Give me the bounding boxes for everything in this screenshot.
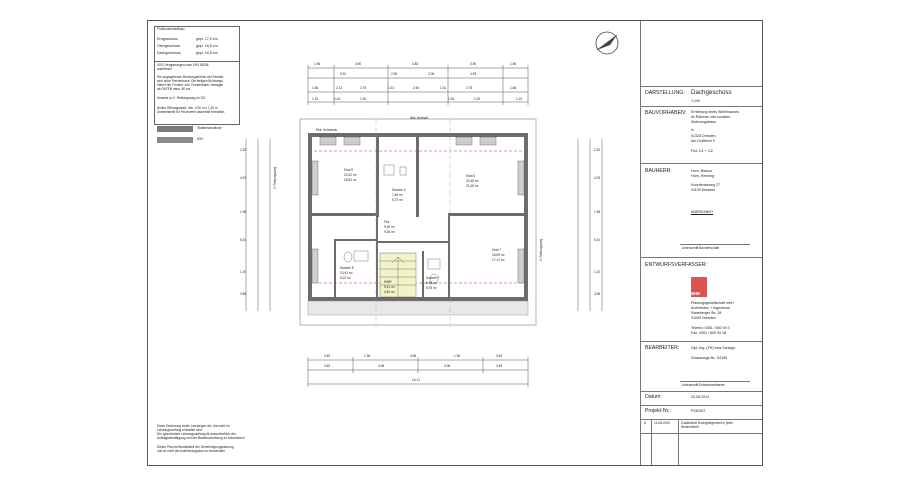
dim-label: 3.90 — [470, 62, 477, 66]
datum-value: 25.08.2024 — [691, 395, 709, 399]
bauvorhaben-line: in — [691, 128, 694, 132]
window-note: höhen der Fenster, inkl. Fensterbank, betragen — [157, 83, 224, 87]
signature-caption: Unterschrift Bauherrschaft — [682, 246, 720, 250]
revision-index: A — [644, 421, 647, 425]
window-note: ab OKFFB mind. 80 cm. — [157, 87, 192, 91]
floor-height-label: Erdgeschoss — [157, 37, 178, 41]
dim-label: 2.20 — [240, 148, 247, 152]
room-area: 10,41 m² — [340, 271, 353, 275]
bauvorhaben-label: BAUVORHABEN: — [645, 110, 687, 116]
room-area-sub: 6,93 m² — [426, 286, 437, 290]
dim-label: 1.36 — [364, 354, 371, 358]
room-area-sub: 8,22 m² — [340, 276, 351, 280]
room-area: 23,48 m² — [466, 179, 479, 183]
room-area: 5,41 m² — [384, 285, 395, 289]
title-divider — [640, 391, 762, 392]
north-arrow-icon — [596, 32, 618, 54]
room-area-sub: 17,12 m² — [492, 258, 505, 262]
company-phone: Telefon: 0351 / 800 94 0 — [691, 326, 730, 330]
dim-label: 4.03 — [594, 176, 601, 180]
dim-label: 1.96 — [510, 62, 517, 66]
dim-label: 3.45 — [496, 354, 503, 358]
title-divider — [640, 433, 762, 434]
room-area: 7,46 m² — [392, 193, 403, 197]
title-divider — [640, 341, 762, 342]
dim-label: 5.10 — [594, 238, 601, 242]
dim-label: 4.03 — [240, 176, 247, 180]
room-area-sub: 5,73 m² — [392, 198, 403, 202]
dim-label: 3.91 — [340, 72, 347, 76]
title-divider — [640, 163, 762, 164]
dim-label: 1.66 — [510, 86, 517, 90]
room-name: Dusche 4 — [392, 188, 406, 192]
floor-height-label: Dachgeschoss — [157, 51, 181, 55]
escape-note-detail: Anleiterstelle für Feuerwehr dauerhaft freihalten. — [157, 110, 226, 114]
dim-label: 3.45 — [324, 364, 331, 368]
signature-line — [680, 381, 750, 382]
insulation-note: ausführen! — [157, 67, 173, 71]
floor-height-value: gepl. 17,0 cm — [196, 37, 218, 41]
title-block-border — [640, 21, 641, 465]
bearbeiter-value: Dipl.-Ing. (FH) Ines Schlage — [691, 346, 736, 350]
dim-label: 1.51 — [440, 86, 447, 90]
zulassung-value: Zulassungs-Nr.: 54189 — [691, 356, 728, 360]
revision-text: Zusätzliche Kochgelegenheit in jeder — [681, 421, 734, 425]
dim-label: 1.19 — [312, 97, 319, 101]
room-area-sub: 9,30 m² — [384, 230, 395, 234]
revision-text: Wohneinheit — [681, 425, 699, 429]
bottom-note: Der geschuldete Leistungsumfang ist ausschließlich der — [157, 432, 236, 436]
dim-label: 2.75 — [360, 86, 367, 90]
room-name: Dusche 7 — [426, 276, 440, 280]
company-line: Radeberger Str. 38 — [691, 311, 722, 315]
revision-divider — [651, 419, 652, 465]
bauherr-line: Horn, Henning — [691, 174, 715, 178]
anerkannt-stamp: ANERKANNT — [691, 210, 714, 214]
floor-plan — [148, 21, 762, 465]
room-name: Flur — [384, 220, 390, 224]
legend-label: Stahlbetonwände — [197, 126, 222, 130]
dim-label: 3.56 — [594, 292, 601, 296]
dim-label: 5.10 — [240, 238, 247, 242]
plan-note: Abk. Aufmaß — [410, 116, 429, 120]
dim-label: 3.45 — [324, 354, 331, 358]
legend-label: KSV — [197, 137, 204, 141]
bauvorhaben-line: Errichtung eines Wohnhauses — [691, 110, 739, 114]
title-divider — [640, 257, 762, 258]
dim-label: 1.96 — [240, 210, 247, 214]
escape-note: Hinweis zu 2. Rettungsweg im DG — [157, 96, 206, 100]
darstellung-value: Dachgeschoss — [691, 89, 732, 96]
rescue-route-label: 2. Rettungsweg — [539, 238, 543, 261]
revision-divider — [678, 419, 679, 465]
floor-height-label: Obergeschoss — [157, 44, 181, 48]
dim-label: 2.75 — [466, 86, 473, 90]
bauherr-label: BAUHERR: — [645, 168, 672, 174]
dim-label: 1.00 — [448, 97, 455, 101]
bauvorhaben-line: Am Dorfteich 5 — [691, 139, 715, 143]
dim-label: 2.06 — [428, 72, 435, 76]
dim-overall: 14.12 — [412, 378, 420, 382]
company-logo-text: BHB — [691, 291, 701, 296]
room-area-sub: 21,48 m² — [466, 184, 479, 188]
dim-label: 2.06 — [391, 72, 398, 76]
floor-height-value: gepl. 18,5 cm — [196, 51, 218, 55]
dim-label: 2.20 — [594, 148, 601, 152]
bottom-note: Leistungsumfang enthalten sind — [157, 428, 203, 432]
dim-label: 1.96 — [594, 210, 601, 214]
projekt-label: Projekt-Nr.: — [645, 408, 671, 414]
bauherr-line: Koordenkeweg 27 — [691, 183, 720, 187]
company-line: Planungsgesellschaft mbH — [691, 301, 734, 305]
bauvorhaben-line: Flst: 1/1 + 1/2 — [691, 149, 713, 153]
bottom-note: Auftragsbestätigung und der Baubeschreibung zu entnehmen! — [157, 436, 245, 440]
escape-note-detail: lichtes Öffnungsmaß, min. 0,90 m x 1,20 m — [157, 106, 218, 110]
bauvorhaben-line: im Rahmen des sozialen — [691, 115, 731, 119]
room-name: Kind 5 — [344, 168, 354, 172]
bearbeiter-label: BEARBEITER: — [645, 345, 680, 351]
title-divider — [640, 86, 762, 87]
room-area-sub: 4,81 m² — [384, 290, 395, 294]
dim-label: 4.93 — [470, 72, 477, 76]
dim-label: 2.13 — [336, 86, 343, 90]
bottom-note: Diese Zeichnung sowie Leistungen die, die nicht im — [157, 424, 230, 428]
title-divider — [640, 419, 762, 420]
company-line: Architekten + Ingenieure — [691, 306, 731, 310]
room-area: 9,30 m² — [384, 225, 395, 229]
dim-label: 4.83 — [412, 62, 419, 66]
company-line: 01099 Dresden — [691, 316, 716, 320]
dim-label: 1.00 — [360, 97, 367, 101]
dim-label: 1.66 — [312, 86, 319, 90]
drawing-sheet — [147, 20, 763, 466]
dim-label: 4.06 — [378, 364, 385, 368]
bauvorhaben-line: 01328 Dresden — [691, 134, 716, 138]
dim-label: 3.56 — [240, 292, 247, 296]
dim-label: 4.06 — [444, 364, 451, 368]
room-area: 20,42 m² — [344, 173, 357, 177]
dim-label: 1.51 — [388, 86, 395, 90]
bauherr-line: 01109 Dresden — [691, 188, 716, 192]
company-fax: Fax: 0351 / 800 94 18 — [691, 331, 726, 335]
rescue-route-label: 2. Rettungsweg — [273, 166, 277, 189]
room-area: 18,69 m² — [492, 253, 505, 257]
room-name: Dusche 5 — [340, 266, 354, 270]
insulation-note: USG-Verglasungen nach DIN 18008 — [157, 63, 209, 67]
room-area: 8,96 m² — [426, 281, 437, 285]
room-name: Kind 6 — [466, 174, 476, 178]
bottom-note: und ist nicht als Ausführungsplan zu verwenden! — [157, 449, 226, 453]
floor-heights-title: Fußbodenaufbau: — [157, 27, 186, 31]
scale-value: 1:100 — [691, 99, 700, 103]
dim-label: 3.90 — [355, 62, 362, 66]
entwurfsverfasser-label: ENTWURFSVERFASSER: — [645, 262, 707, 268]
room-area-sub: 18,90 m² — [344, 178, 357, 182]
room-name: HWR — [384, 280, 392, 284]
dim-label: 1.00 — [334, 97, 341, 101]
dim-label: 3.45 — [496, 364, 503, 368]
bauvorhaben-line: Wohnungsbaus — [691, 120, 716, 124]
dim-label: 1.96 — [314, 62, 321, 66]
dim-label: 1.10 — [240, 270, 247, 274]
title-divider — [640, 106, 762, 107]
dim-label: 1.19 — [516, 97, 523, 101]
window-note: Die angegebenen Brüstungshöhen der Fenster — [157, 75, 224, 79]
dim-label: 1.36 — [454, 354, 461, 358]
datum-label: Datum: — [645, 394, 662, 400]
title-divider — [640, 405, 762, 406]
projekt-value: P230287 — [691, 409, 706, 413]
dim-label: 2.54 — [413, 86, 420, 90]
signature-line — [680, 244, 750, 245]
bottom-note: Dieser Plan ist Bestandteil der Genehmigungsplanung — [157, 445, 234, 449]
window-note: sind ohne Fensterbank. Die fertigen Brüstungs- — [157, 79, 224, 83]
darstellung-label: DARSTELLUNG: — [645, 90, 685, 96]
bauherr-line: Horn, Bianca — [691, 169, 712, 173]
plan-note: Ebk. Kniestock — [316, 128, 338, 132]
revision-date: 14.08.2024 — [654, 421, 670, 425]
room-name: Kind 7 — [492, 248, 502, 252]
floor-height-value: gepl. 18,5 cm — [196, 44, 218, 48]
dim-label: 1.00 — [474, 97, 481, 101]
dim-label: 4.06 — [410, 354, 417, 358]
dim-label: 1.10 — [594, 270, 601, 274]
signature-caption: Unterschrift Entwurfsverfasser — [682, 383, 725, 387]
